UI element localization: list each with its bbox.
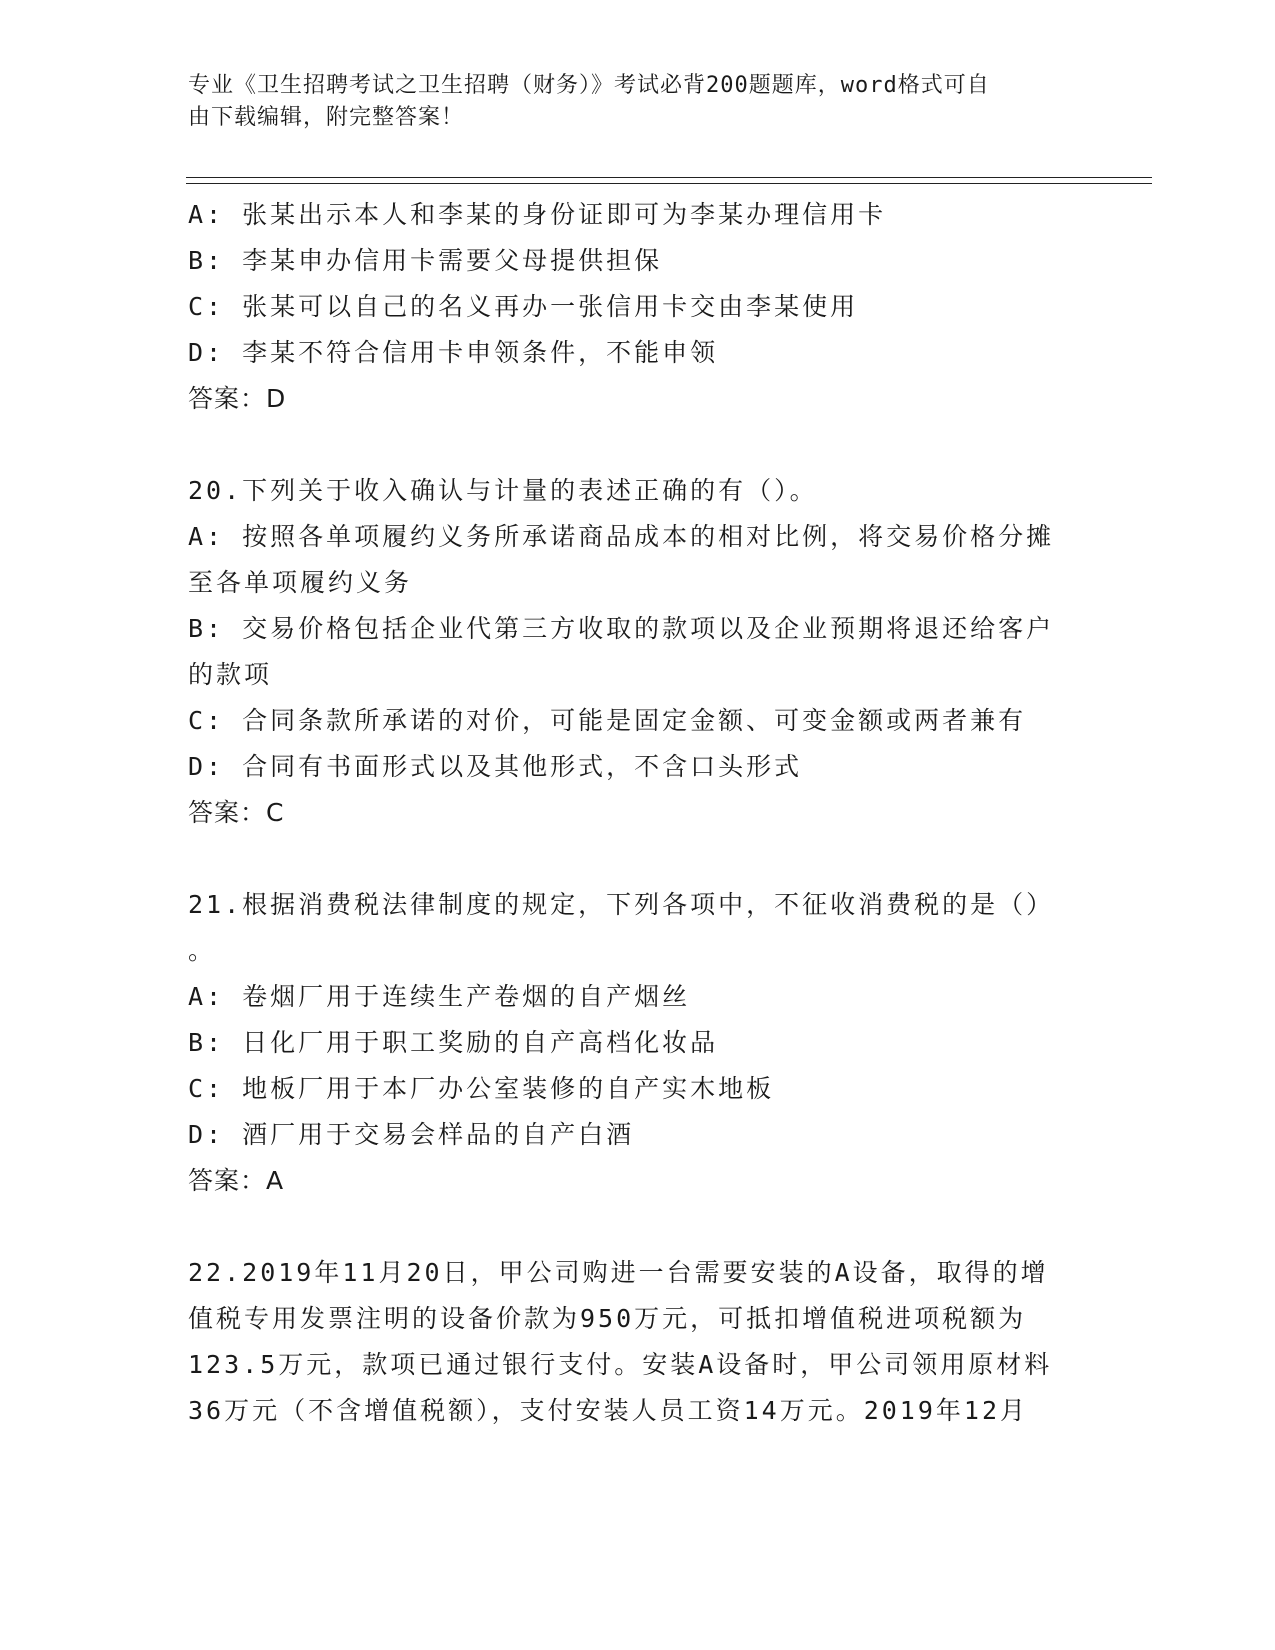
header-rule-top (186, 177, 1152, 178)
spacer (188, 1204, 1088, 1250)
option-d: D: 酒厂用于交易会样品的自产白酒 (188, 1120, 635, 1149)
question-stem-line: 36万元（不含增值税额），支付安装人员工资14万元。2019年12月 (188, 1396, 1029, 1425)
document-body (188, 192, 1088, 1434)
option-b-continued: 的款项 (188, 660, 273, 689)
question-stem-line: 123.5万元，款项已通过银行支付。安装A设备时，甲公司领用原材料 (188, 1350, 1053, 1379)
option-d: D: 李某不符合信用卡申领条件，不能申领 (188, 338, 719, 367)
question-stem: 21.根据消费税法律制度的规定，下列各项中，不征收消费税的是（） (188, 890, 1055, 919)
question-stem-line: 22.2019年11月20日，甲公司购进一台需要安装的A设备，取得的增 (188, 1258, 1049, 1287)
option-d: D: 合同有书面形式以及其他形式，不含口头形式 (188, 752, 803, 781)
question-stem: 20.下列关于收入确认与计量的表述正确的有（）。 (188, 476, 818, 505)
option-a-continued: 至各单项履约义务 (188, 568, 413, 597)
spacer (188, 422, 1088, 468)
page-header (188, 70, 1088, 134)
answer: 答案：D (188, 384, 287, 413)
option-a: A: 张某出示本人和李某的身份证即可为李某办理信用卡 (188, 200, 887, 229)
option-a: A: 按照各单项履约义务所承诺商品成本的相对比例，将交易价格分摊 (188, 522, 1055, 551)
question-21 (188, 882, 1088, 1204)
answer: 答案：A (188, 1166, 285, 1195)
option-b: B: 日化厂用于职工奖励的自产高档化妆品 (188, 1028, 719, 1057)
question-stem-continued: 。 (188, 936, 217, 965)
question-20 (188, 468, 1088, 836)
option-c: C: 张某可以自己的名义再办一张信用卡交由李某使用 (188, 292, 859, 321)
question-22 (188, 1250, 1088, 1434)
question-19 (188, 192, 1088, 422)
header-line-2: 由下载编辑，附完整答案！ (188, 105, 465, 130)
option-b: B: 李某申办信用卡需要父母提供担保 (188, 246, 663, 275)
option-a: A: 卷烟厂用于连续生产卷烟的自产烟丝 (188, 982, 691, 1011)
option-b: B: 交易价格包括企业代第三方收取的款项以及企业预期将退还给客户 (188, 614, 1055, 643)
option-c: C: 合同条款所承诺的对价，可能是固定金额、可变金额或两者兼有 (188, 706, 1027, 735)
option-c: C: 地板厂用于本厂办公室装修的自产实木地板 (188, 1074, 775, 1103)
header-rule-bottom (186, 183, 1152, 184)
spacer (188, 836, 1088, 882)
answer: 答案：C (188, 798, 285, 827)
header-line-1: 专业《卫生招聘考试之卫生招聘（财务）》考试必背200题题库，word格式可自 (188, 73, 990, 98)
question-stem-line: 值税专用发票注明的设备价款为950万元，可抵扣增值税进项税额为 (188, 1304, 1027, 1333)
